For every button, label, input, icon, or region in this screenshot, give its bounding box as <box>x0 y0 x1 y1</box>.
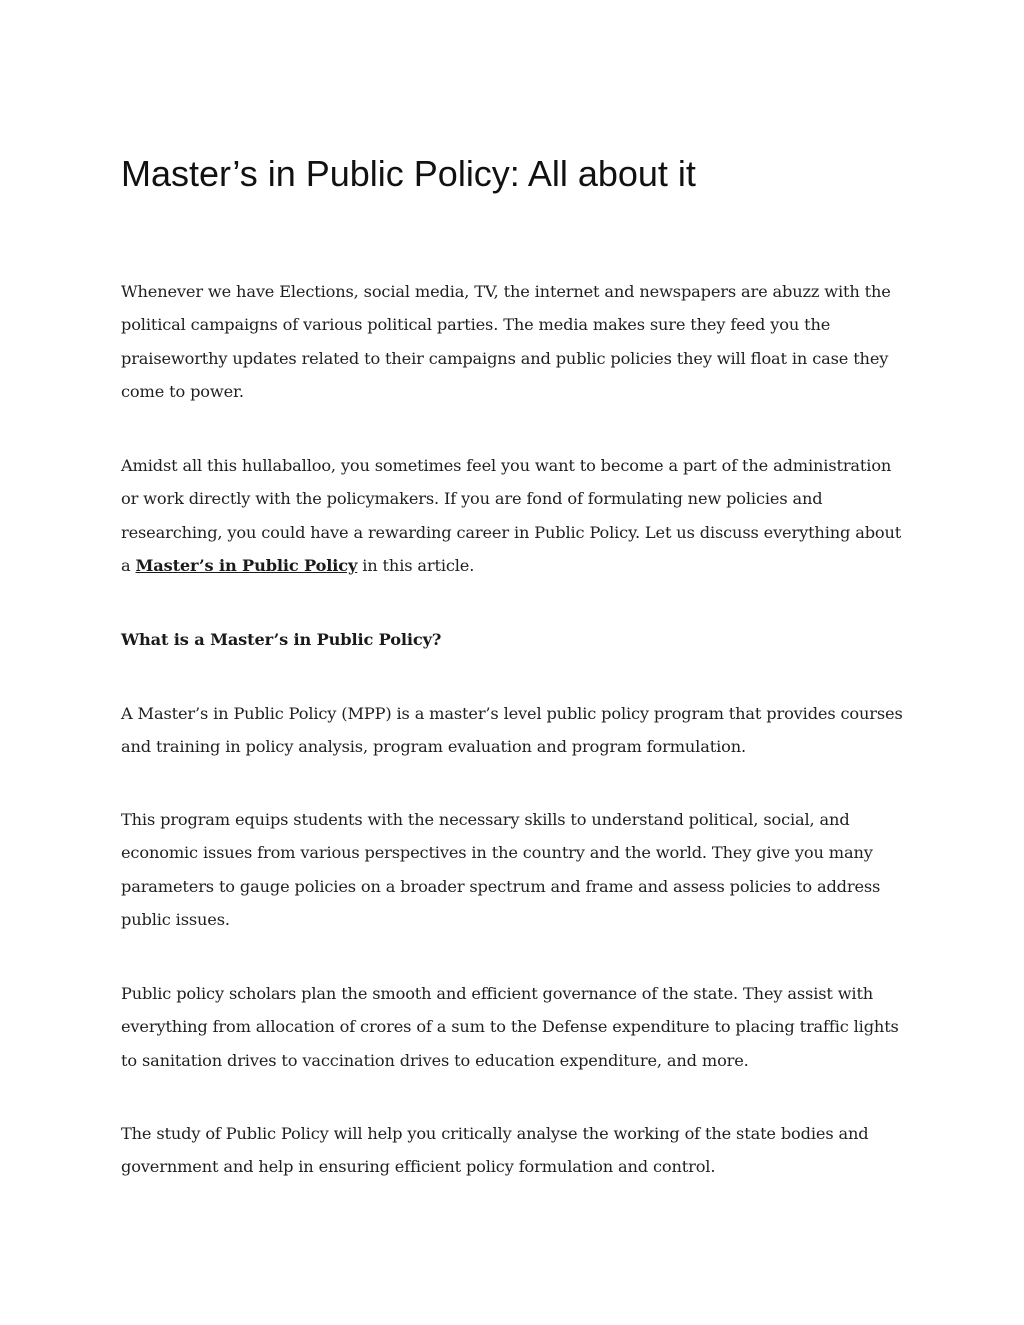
career-paragraph-tail: in this article. <box>357 555 475 575</box>
career-paragraph-text: Amidst all this hullaballoo, you sometimes feel you want to become a part of the administration or work directly with the policymakers. If you are fond of formulating new policies and researching, you could have a rewarding career in Public Policy. Let us discuss everything about a <box>121 456 902 575</box>
section-heading: What is a Master’s in Public Policy? <box>121 630 442 649</box>
scholars-paragraph: Public policy scholars plan the smooth and efficient governance of the state. They assist with everything from allocation of crores of a sum to the Defense expenditure to placing traffic lights to sanitation drives to vaccination drives to education expenditure, and more. <box>121 984 899 1070</box>
study-paragraph: The study of Public Policy will help you critically analyse the working of the state bodies and government and help in ensuring efficient policy formulation and control. <box>121 1124 869 1177</box>
intro-paragraph: Whenever we have Elections, social media, TV, the internet and newspapers are abuzz with the political campaigns of various political parties. The media makes sure they feed you the praiseworthy updates related to their campaigns and public policies they will float in case they come to power. <box>121 282 891 401</box>
page-title: Master’s in Public Policy: All about it <box>121 153 696 194</box>
definition-paragraph: A Master’s in Public Policy (MPP) is a master’s level public policy program that provides courses and training in policy analysis, program evaluation and program formulation. <box>121 704 903 757</box>
skills-paragraph: This program equips students with the necessary skills to understand political, social, and economic issues from various perspectives in the country and the world. They give you many parameters to gauge policies on a broader spectrum and frame and assess policies to address public issues. <box>121 810 881 929</box>
masters-in-public-policy-link[interactable]: Master’s in Public Policy <box>135 555 358 575</box>
career-paragraph <box>121 449 911 582</box>
